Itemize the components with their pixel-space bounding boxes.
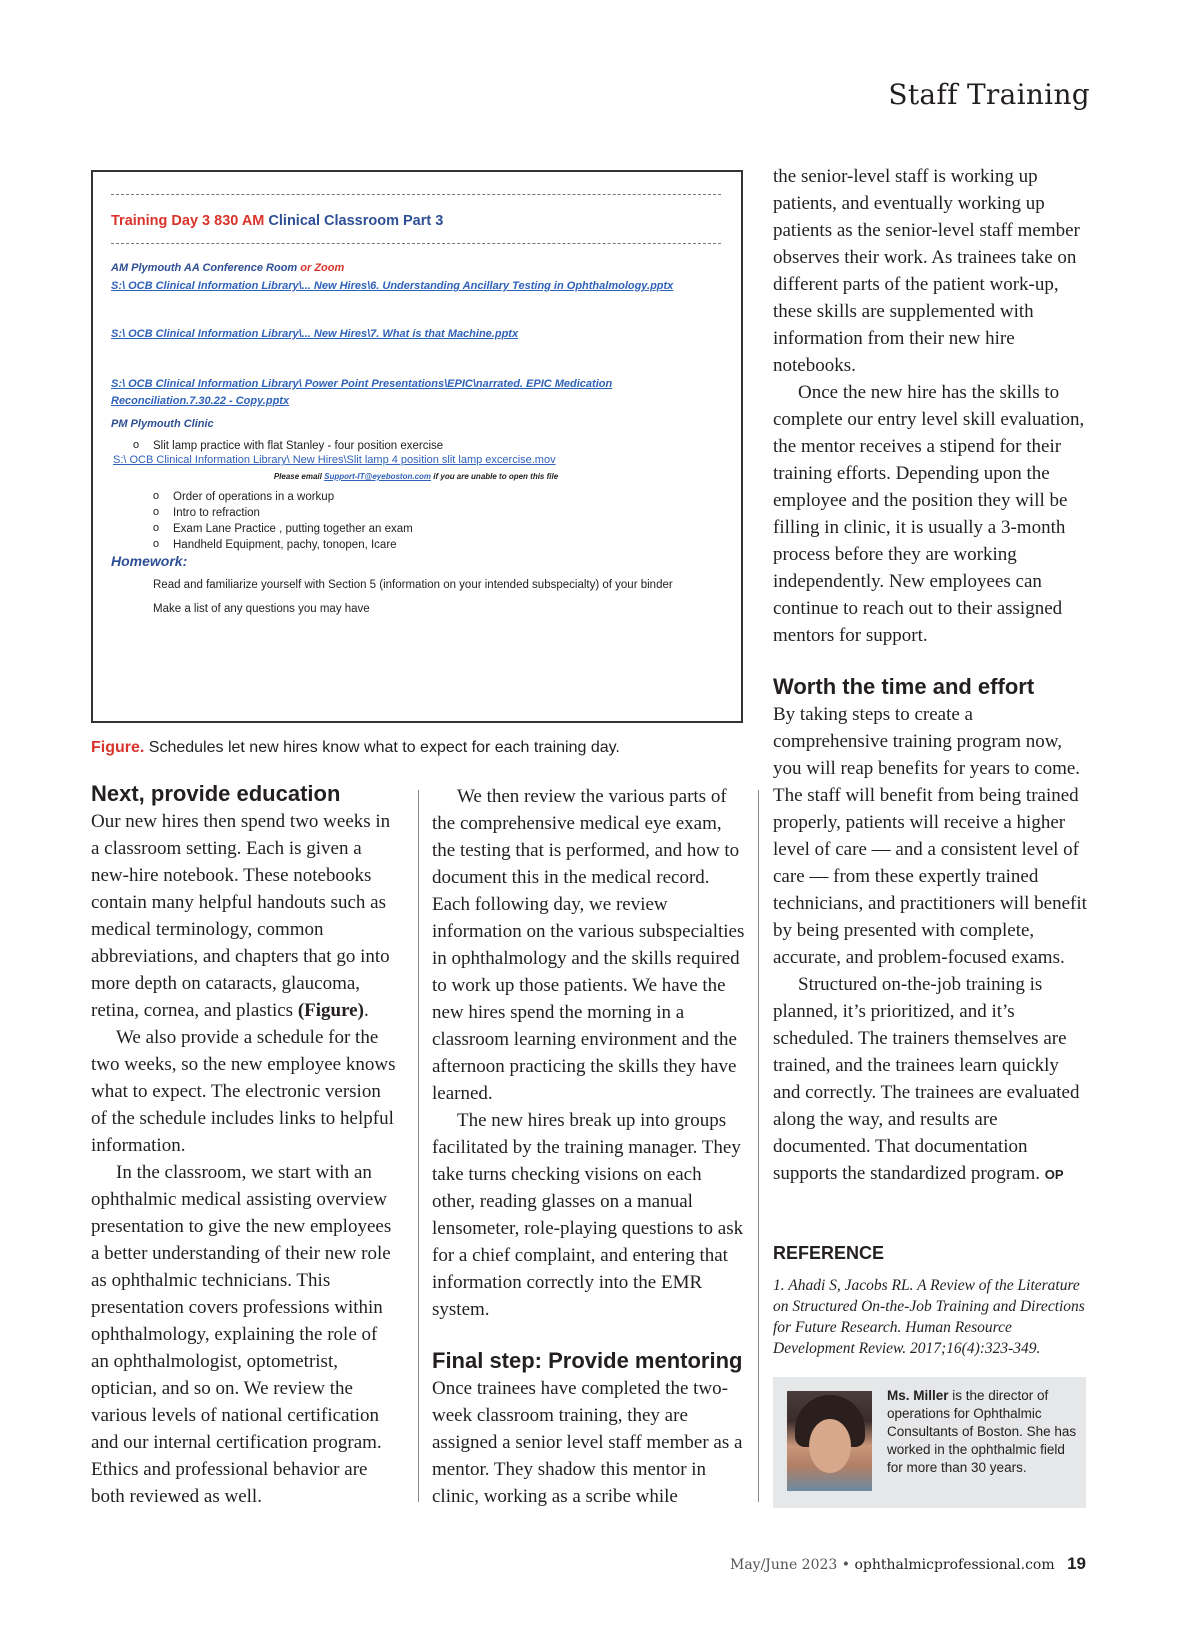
- reference-heading: REFERENCE: [773, 1243, 885, 1263]
- schedule-session: Clinical Classroom Part 3: [264, 213, 444, 229]
- heading-next-provide-education: Next, provide education: [91, 781, 341, 806]
- file-link[interactable]: S:\ OCB Clinical Information Library\... New Hires\7. What is that Machine.pptx: [111, 328, 519, 340]
- paragraph: The new hires break up into groups facilitated by the training manager. They take turns checking visions on each other, reading glasses on a manual lensometer, role-playing questions to ask for a chief complaint, and entering that information correctly into the EMR system.: [432, 1110, 744, 1320]
- list-item: o Exam Lane Practice , putting together an exam: [153, 521, 721, 537]
- column-2: [432, 783, 748, 1510]
- author-photo: [787, 1391, 872, 1491]
- author-bio-text: Ms. Miller is the director of operations for Ophthalmic Consultants of Boston. She has worked in the ophthalmic field for more than 30 years.: [887, 1388, 1077, 1475]
- paragraph: Once the new hire has the skills to complete our entry level skill evaluation, the mentor receives a stipend for their training efforts. Depending upon the employee and the position they will be filling in clinic, it is usually a 3-month process before they are working independently. New employees can continue to reach out to their assigned mentors for support.: [773, 382, 1085, 646]
- schedule-time: Training Day 3 830 AM: [111, 213, 265, 229]
- column-1: [91, 780, 398, 1510]
- pm-location: PM Plymouth Clinic: [111, 418, 214, 430]
- page-footer: [730, 1554, 1086, 1574]
- figure-schedule: [91, 170, 743, 723]
- paragraph: Once trainees have completed the two-week classroom training, they are assigned a senior level staff member as a mentor. They shadow this mentor in clinic, working as a scribe while: [432, 1378, 743, 1507]
- paragraph: We then review the various parts of the comprehensive medical eye exam, the testing that is performed, and how to document this in the medical record. Each following day, we review information on the various subspecialties in ophthalmology and the skills required to work up those patients. We have the new hires spend the morning in a classroom learning environment and the afternoon practicing the skills they have learned.: [432, 786, 745, 1104]
- footer-bullet: •: [841, 1557, 851, 1573]
- homework-item: Make a list of any questions you may have: [153, 603, 370, 615]
- heading-worth-the-time: Worth the time and effort: [773, 674, 1035, 699]
- list-item: o Order of operations in a workup: [153, 489, 721, 505]
- divider: [111, 194, 721, 195]
- paragraph: Our new hires then spend two weeks in a classroom setting. Each is given a new-hire notebook. These notebooks contain many helpful handouts such as medical terminology, common abbreviations, and chapters that go into more depth on cataracts, glaucoma, retina, cornea, and plastics (Figure).: [91, 811, 391, 1021]
- paragraph: We also provide a schedule for the two weeks, so the new employee knows what to expect. The electronic version of the schedule includes links to helpful information.: [91, 1027, 396, 1156]
- file-link[interactable]: S:\ OCB Clinical Information Library\ New Hires\Slit lamp 4 position slit lamp excercise.mov: [113, 454, 556, 466]
- paragraph: In the classroom, we start with an ophthalmic medical assisting overview presentation to give the new employees a better understanding of their new role as ophthalmic technicians. This presentation covers professions within ophthalmology, explaining the role of an ophthalmologist, optometrist, optician, and so on. We review the various levels of national certification and our internal certification program. Ethics and professional behavior are both reviewed as well.: [91, 1162, 392, 1507]
- figure-caption: Figure. Schedules let new hires know what to expect for each training day.: [91, 739, 620, 756]
- page-number: 19: [1067, 1554, 1086, 1573]
- paragraph: the senior-level staff is working up patients, and eventually working up patients as the senior-level staff member observes their work. As trainees take on different parts of the patient work-up, these skills are supplemented with information from their new hire notebooks.: [773, 166, 1080, 376]
- homework-item: Read and familiarize yourself with Section 5 (information on your intended subspecialty) of your binder: [153, 579, 673, 591]
- list-item: o Intro to refraction: [153, 505, 721, 521]
- column-3: [773, 163, 1089, 1188]
- issue-date: May/June 2023: [729, 1557, 838, 1573]
- am-location: AM Plymouth AA Conference Room or Zoom: [111, 262, 345, 274]
- column-rule: [418, 790, 419, 1502]
- heading-final-step: Final step: Provide mentoring: [432, 1348, 743, 1373]
- email-note: Please email Support-IT@eyeboston.com if you are unable to open this file: [273, 472, 559, 481]
- section-title: Staff Training: [888, 78, 1090, 111]
- file-link[interactable]: S:\ OCB Clinical Information Library\... New Hires\6. Understanding Ancillary Testing in Ophthalmology.pptx: [111, 280, 674, 292]
- author-bio-box: [773, 1377, 1086, 1508]
- site-link[interactable]: ophthalmicprofessional.com: [854, 1557, 1055, 1573]
- list-item: o Slit lamp practice with flat Stanley - four position exercise: [133, 440, 721, 452]
- end-mark: OP: [1044, 1167, 1064, 1182]
- column-rule: [758, 790, 759, 1502]
- paragraph: By taking steps to create a comprehensive training program now, you will reap benefits for years to come. The staff will benefit from being trained properly, patients will receive a higher level of care — and a consistent level of care — from these expertly trained technicians, and practitioners will benefit by being presented with complete, accurate, and problem-focused exams.: [773, 704, 1087, 968]
- homework-heading: Homework:: [111, 553, 188, 569]
- figure-schedule-title: [111, 213, 721, 229]
- reference-text: 1. Ahadi S, Jacobs RL. A Review of the Literature on Structured On-the-Job Training and Directions for Future Research. Human Resource Development Review. 2017;16(4):323-349.: [773, 1277, 1085, 1357]
- paragraph: Structured on-the-job training is planned, it’s prioritized, and it’s scheduled. The trainers themselves are trained, and the trainees learn quickly and correctly. The trainees are evaluated along the way, and results are documented. That documentation supports the standardized program. OP: [773, 974, 1080, 1184]
- list-item: o Handheld Equipment, pachy, tonopen, Icare: [153, 537, 721, 553]
- email-link[interactable]: Support-IT@eyeboston.com: [324, 472, 432, 481]
- file-link[interactable]: S:\ OCB Clinical Information Library\ Power Point Presentations\EPIC\narrated. EPIC Medication Reconciliation.7.30.22 - Copy.pptx: [111, 378, 613, 407]
